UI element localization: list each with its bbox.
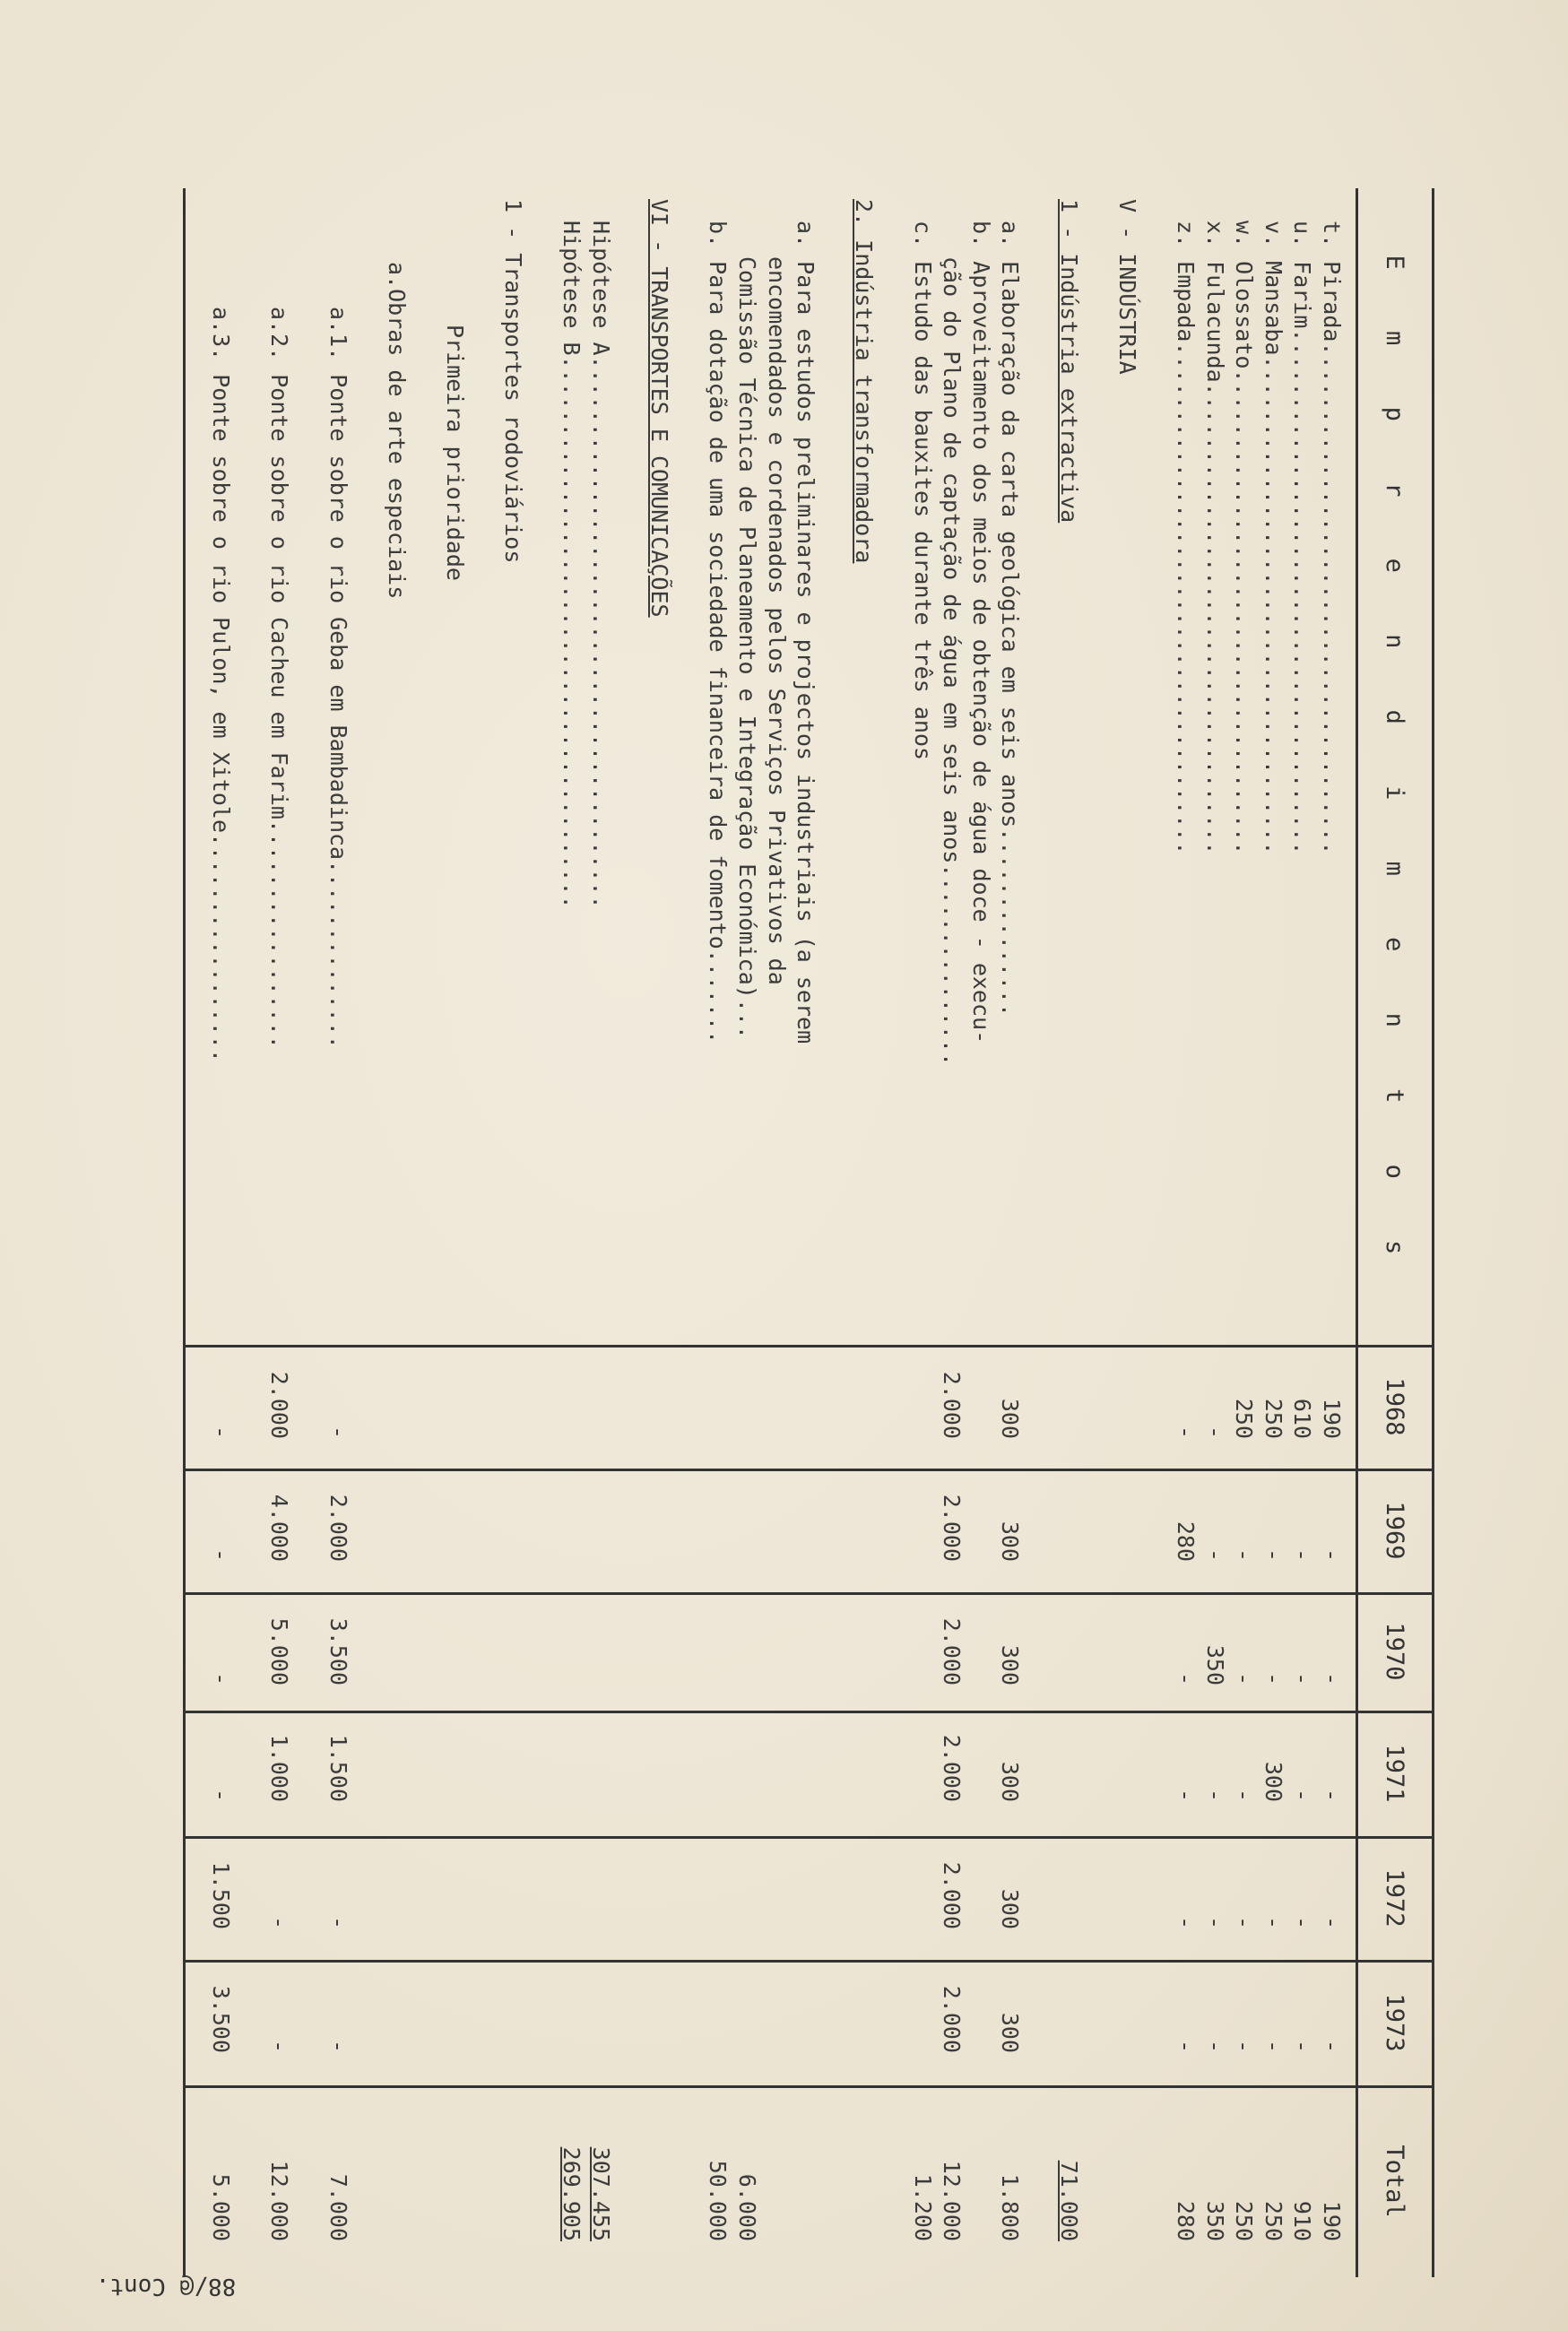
table-row bbox=[381, 188, 411, 2277]
row-year-value: - bbox=[1319, 1915, 1345, 1929]
row-description: a.Obras de arte especiais bbox=[383, 262, 410, 600]
rotated-table-area bbox=[188, 188, 1434, 2277]
row-description: t. Pirada...................................... bbox=[1319, 221, 1345, 855]
table-row bbox=[819, 188, 850, 2277]
row-total-value: 12.000 bbox=[939, 2160, 966, 2241]
row-description: z. Empada...................................... bbox=[1173, 221, 1199, 855]
row-total-value: 350 bbox=[1201, 2200, 1228, 2241]
table-row bbox=[1258, 188, 1288, 2277]
row-year-value: - bbox=[325, 1425, 351, 1439]
row-total-value: 7.000 bbox=[325, 2173, 351, 2241]
row-year-value: 2.000 bbox=[939, 1734, 966, 1802]
investment-table bbox=[183, 188, 1434, 2277]
row-year-value: 300 bbox=[997, 1521, 1024, 1562]
row-description: V - INDÚSTRIA bbox=[1113, 199, 1140, 375]
column-header-1970: 1970 bbox=[1381, 1622, 1408, 1681]
table-row bbox=[1082, 188, 1113, 2277]
row-year-value: - bbox=[1231, 1915, 1258, 1929]
table-row bbox=[1112, 188, 1142, 2277]
row-year-value: - bbox=[208, 1425, 235, 1439]
row-total-value: 269.905 bbox=[559, 2146, 585, 2241]
row-description: Primeira prioridade bbox=[442, 325, 468, 581]
table-row bbox=[469, 188, 499, 2277]
row-year-value: 2.000 bbox=[325, 1494, 351, 1562]
row-year-value: - bbox=[1173, 1915, 1199, 1929]
row-year-value: 250 bbox=[1231, 1398, 1258, 1439]
table-row bbox=[264, 188, 294, 2277]
table-row bbox=[966, 188, 996, 2277]
column-header-1972: 1972 bbox=[1381, 1868, 1408, 1928]
row-year-value: - bbox=[1319, 1788, 1345, 1802]
table-row bbox=[205, 188, 236, 2277]
table-row bbox=[1228, 188, 1259, 2277]
row-year-value: 2.000 bbox=[939, 1371, 966, 1439]
table-row bbox=[527, 188, 558, 2277]
row-description: VI - TRANSPORTES E COMUNICAÇÕES bbox=[646, 199, 673, 618]
row-year-value: - bbox=[1173, 1425, 1199, 1439]
row-year-value: 2.000 bbox=[939, 1861, 966, 1929]
table-row bbox=[1170, 188, 1200, 2277]
row-year-value: - bbox=[1260, 1547, 1286, 1562]
column-header-title: E m p r e n d i m e n t o s bbox=[1381, 255, 1408, 1278]
row-description: Comissão Técnica de Planeamento e Integração Económica)... bbox=[734, 256, 760, 1039]
row-year-value: - bbox=[208, 1788, 235, 1802]
row-total-value: 250 bbox=[1260, 2200, 1286, 2241]
table-row bbox=[439, 188, 470, 2277]
row-year-value: - bbox=[1319, 1547, 1345, 1562]
table-row bbox=[293, 188, 324, 2277]
row-year-value: - bbox=[1201, 2039, 1228, 2053]
table-row bbox=[1286, 188, 1317, 2277]
row-description: 1 - Transportes rodoviários bbox=[500, 199, 527, 564]
row-year-value: - bbox=[1289, 1671, 1316, 1685]
row-year-value: - bbox=[1260, 2039, 1286, 2053]
row-year-value: - bbox=[1260, 1671, 1286, 1685]
row-year-value: - bbox=[1260, 1915, 1286, 1929]
table-row bbox=[1053, 188, 1084, 2277]
table-row bbox=[907, 188, 938, 2277]
column-header-1971: 1971 bbox=[1381, 1744, 1408, 1803]
table-row bbox=[556, 188, 586, 2277]
table-row bbox=[1024, 188, 1054, 2277]
row-year-value: 1.500 bbox=[208, 1861, 235, 1929]
row-year-value: - bbox=[1201, 1915, 1228, 1929]
row-total-value: 5.000 bbox=[208, 2173, 235, 2241]
row-year-value: 300 bbox=[997, 1398, 1024, 1439]
row-year-value: 300 bbox=[997, 1761, 1024, 1802]
row-year-value: - bbox=[1173, 1788, 1199, 1802]
table-row bbox=[585, 188, 616, 2277]
row-total-value: 190 bbox=[1319, 2200, 1345, 2241]
row-year-value: - bbox=[1231, 1788, 1258, 1802]
table-row bbox=[615, 188, 645, 2277]
row-description: a. Para estudos preliminares e projectos industriais (a serem bbox=[793, 221, 819, 1044]
row-year-value: - bbox=[1231, 1547, 1258, 1562]
row-total-value: 71.000 bbox=[1055, 2160, 1082, 2241]
column-header-1973: 1973 bbox=[1381, 1993, 1408, 2052]
row-year-value: - bbox=[1289, 2039, 1316, 2053]
row-description: 2. Indústria transformadora bbox=[851, 199, 878, 564]
row-year-value: - bbox=[1173, 1671, 1199, 1685]
table-row bbox=[761, 188, 792, 2277]
row-total-value: 6.000 bbox=[734, 2173, 760, 2241]
row-description: ção do Plano de captação de água em seis anos............... bbox=[939, 256, 966, 1067]
row-year-value: - bbox=[208, 1547, 235, 1562]
header-divider bbox=[1356, 188, 1358, 2277]
row-total-value: 12.000 bbox=[266, 2160, 293, 2241]
row-description: u. Farim....................................... bbox=[1289, 221, 1316, 855]
row-year-value: - bbox=[1173, 2039, 1199, 2053]
row-year-value: - bbox=[1201, 1547, 1228, 1562]
row-description: x. Fulacunda................................... bbox=[1201, 221, 1228, 855]
table-row bbox=[936, 188, 966, 2277]
row-year-value: 5.000 bbox=[266, 1617, 293, 1685]
row-year-value: 1.000 bbox=[266, 1734, 293, 1802]
row-year-value: - bbox=[1319, 1671, 1345, 1685]
table-row bbox=[673, 188, 704, 2277]
table-row bbox=[1200, 188, 1230, 2277]
row-year-value: 250 bbox=[1260, 1398, 1286, 1439]
row-description: w. Olossato.................................... bbox=[1231, 221, 1258, 855]
row-description: a. Elaboração da carta geológica em seis anos.............. bbox=[997, 221, 1024, 1018]
row-year-value: 300 bbox=[997, 2012, 1024, 2053]
row-total-value: 910 bbox=[1289, 2200, 1316, 2241]
row-year-value: - bbox=[208, 1671, 235, 1685]
table-row bbox=[702, 188, 732, 2277]
table-row bbox=[351, 188, 382, 2277]
row-year-value: 1.500 bbox=[325, 1734, 351, 1802]
table-row bbox=[323, 188, 353, 2277]
row-description: Hipótese B......................................... bbox=[559, 221, 585, 909]
row-description: b. Aproveitamento dos meios de obtenção de água doce - execu- bbox=[967, 221, 994, 1044]
row-year-value: 190 bbox=[1319, 1398, 1345, 1439]
row-total-value: 280 bbox=[1173, 2200, 1199, 2241]
row-year-value: 350 bbox=[1201, 1644, 1228, 1685]
row-description: encomendados e cordenados pelos Serviços Privativos da bbox=[763, 256, 790, 985]
table-row bbox=[498, 188, 528, 2277]
table-row bbox=[1140, 188, 1171, 2277]
row-description: a.3. Ponte sobre o rio Pulon, em Xitole................. bbox=[208, 307, 235, 1062]
row-year-value: - bbox=[1201, 1425, 1228, 1439]
table-row bbox=[878, 188, 908, 2277]
row-description: b. Para dotação de uma sociedade financeira de fomento....... bbox=[705, 221, 732, 1044]
row-year-value: 300 bbox=[997, 1888, 1024, 1929]
table-row bbox=[1316, 188, 1347, 2277]
row-description: Hipótese A......................................... bbox=[588, 221, 614, 909]
row-total-value: 307.455 bbox=[588, 2146, 614, 2241]
row-year-value: - bbox=[1319, 2039, 1345, 2053]
row-total-value: 1.800 bbox=[997, 2173, 1024, 2241]
table-row bbox=[790, 188, 820, 2277]
table-row bbox=[235, 188, 265, 2277]
row-year-value: 280 bbox=[1173, 1521, 1199, 1562]
row-year-value: - bbox=[1289, 1788, 1316, 1802]
row-year-value: 610 bbox=[1289, 1398, 1316, 1439]
continuation-note: 88/@ Cont. bbox=[95, 2273, 237, 2300]
row-year-value: - bbox=[325, 2039, 351, 2053]
row-year-value: - bbox=[1201, 1788, 1228, 1802]
row-year-value: 2.000 bbox=[266, 1371, 293, 1439]
table-row bbox=[848, 188, 879, 2277]
row-year-value: 2.000 bbox=[939, 1985, 966, 2053]
row-total-value: 1.200 bbox=[909, 2173, 936, 2241]
row-year-value: - bbox=[1289, 1547, 1316, 1562]
row-description: a.1. Ponte sobre o rio Geba em Bambadinca.............. bbox=[325, 307, 351, 1049]
row-description: 1 - Indústria extractiva bbox=[1055, 199, 1082, 524]
row-total-value: 250 bbox=[1231, 2200, 1258, 2241]
row-year-value: - bbox=[1231, 2039, 1258, 2053]
row-year-value: 2.000 bbox=[939, 1494, 966, 1562]
table-row bbox=[410, 188, 440, 2277]
row-year-value: 3.500 bbox=[208, 1985, 235, 2053]
column-header-1968: 1968 bbox=[1381, 1377, 1408, 1436]
row-description: v. Mansaba..................................... bbox=[1260, 221, 1286, 855]
row-year-value: - bbox=[1289, 1915, 1316, 1929]
table-row bbox=[732, 188, 762, 2277]
row-description: c. Estudo das bauxites durante três anos bbox=[909, 221, 936, 761]
row-description: a.2. Ponte sobre o rio Cacheu em Farim................. bbox=[266, 307, 293, 1049]
row-year-value: 3.500 bbox=[325, 1617, 351, 1685]
row-year-value: - bbox=[325, 1915, 351, 1929]
row-year-value: 2.000 bbox=[939, 1617, 966, 1685]
row-year-value: 4.000 bbox=[266, 1494, 293, 1562]
row-total-value: 50.000 bbox=[705, 2160, 732, 2241]
column-header-total: Total bbox=[1381, 2145, 1408, 2218]
row-year-value: - bbox=[266, 1915, 293, 1929]
row-year-value: - bbox=[1231, 1671, 1258, 1685]
column-header-1969: 1969 bbox=[1381, 1501, 1408, 1560]
row-year-value: 300 bbox=[997, 1644, 1024, 1685]
row-year-value: 300 bbox=[1260, 1761, 1286, 1802]
table-row bbox=[644, 188, 674, 2277]
table-row bbox=[994, 188, 1025, 2277]
row-year-value: - bbox=[266, 2039, 293, 2053]
